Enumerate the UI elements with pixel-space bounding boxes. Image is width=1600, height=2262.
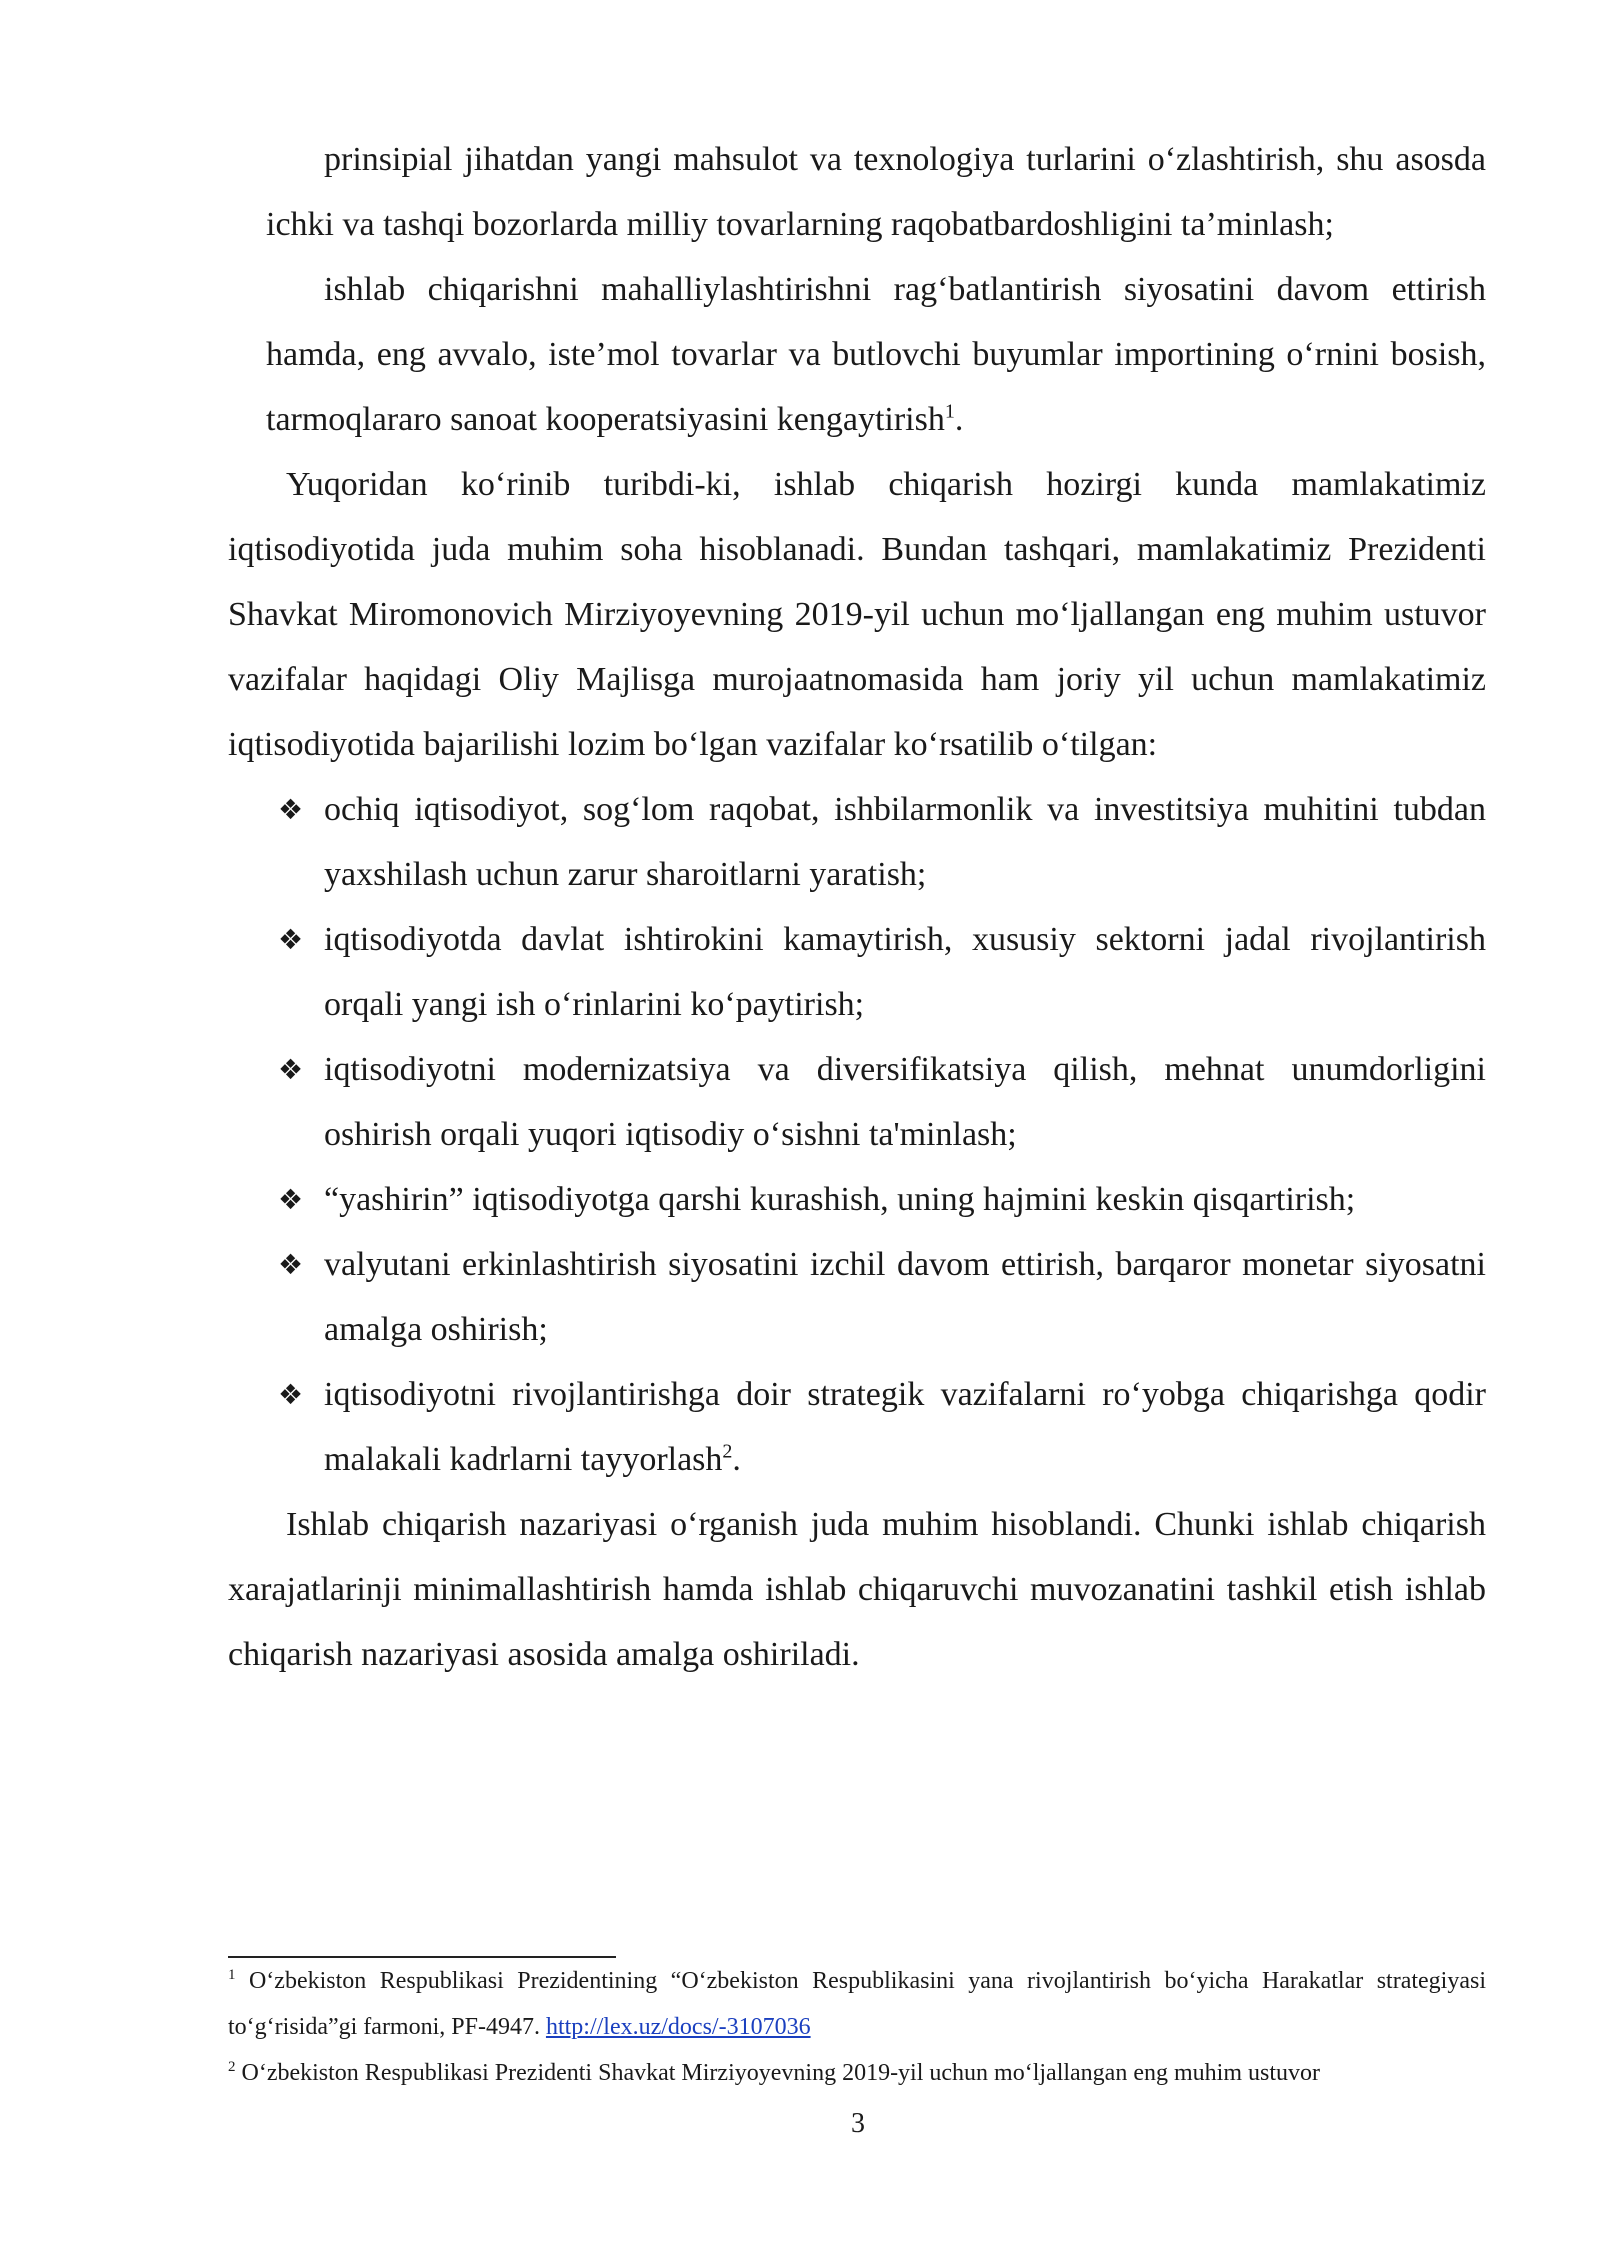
task-list (228, 777, 1486, 1492)
list-item (228, 1232, 1486, 1362)
footnote-ref-2[interactable]: 2 (722, 1440, 733, 1463)
list-item-text: iqtisodiyotda davlat ishtirokini kamaytirish, xususiy sektorni jadal rivojlantirish orqali yangi ish o‘rinlarini ko‘paytirish; (324, 921, 1486, 1023)
list-item (228, 1167, 1486, 1232)
list-item-end: . (732, 1441, 741, 1478)
body-text (228, 127, 1486, 1687)
footnote-number: 2 (228, 2059, 236, 2075)
paragraph-3: Yuqoridan ko‘rinib turibdi-ki, ishlab chiqarish hozirgi kunda mamlakatimiz iqtisodiyotida juda muhim soha hisoblanadi. Bundan tashqari, mamlakatimiz Prezidenti Shavkat Miromonovich Mirziyoyevning 2019-yil uchun mo‘ljallangan eng muhim ustuvor vazifalar haqidagi Oliy Majlisga murojaatnomasida ham joriy yil uchun mamlakatimiz iqtisodiyotida bajarilishi lozim bo‘lgan vazifalar ko‘rsatilib o‘tilgan: (228, 466, 1486, 763)
paragraph-2-text: ishlab chiqarishni mahalliylashtirishni rag‘batlantirish siyosatini davom ettirish hamda, eng avvalo, iste’mol tovarlar va butlovchi buyumlar importining o‘rnini bosish, tarmoqlararo sanoat kooperatsiyasini kengaytirish (266, 271, 1486, 438)
diamond-bullet-icon: ❖ (278, 1378, 304, 1411)
footnotes (228, 1958, 1486, 2096)
list-item-text: “yashirin” iqtisodiyotga qarshi kurashish, uning hajmini keskin qisqartirish; (324, 1181, 1356, 1218)
list-item (228, 777, 1486, 907)
footnote-text: O‘zbekiston Respublikasi Prezidenti Shavkat Mirziyoyevning 2019-yil uchun mo‘ljallangan eng muhim ustuvor (235, 2060, 1320, 2086)
list-item (228, 1037, 1486, 1167)
list-item-text: ochiq iqtisodiyot, sog‘lom raqobat, ishbilarmonlik va investitsiya muhitini tubdan yaxshilash uchun zarur sharoitlarni yaratish; (324, 791, 1486, 893)
paragraph-1: prinsipial jihatdan yangi mahsulot va texnologiya turlarini o‘zlashtirish, shu asosda ichki va tashqi bozorlarda milliy tovarlarning raqobatbardoshligini ta’minlash; (266, 141, 1486, 243)
diamond-bullet-icon: ❖ (278, 1248, 304, 1281)
list-item (228, 907, 1486, 1037)
page-number: 3 (851, 2108, 865, 2139)
list-item-text: valyutani erkinlashtirish siyosatini izchil davom ettirish, barqaror monetar siyosatni amalga oshirish; (324, 1246, 1486, 1348)
list-item-text: iqtisodiyotni modernizatsiya va diversifikatsiya qilish, mehnat unumdorligini oshirish orqali yuqori iqtisodiy o‘sishni ta'minlash; (324, 1051, 1486, 1153)
footnote-2 (228, 2050, 1486, 2096)
diamond-bullet-icon: ❖ (278, 923, 304, 956)
footnote-text: O‘zbekiston Respublikasi Prezidentining “O‘zbekiston Respublikasini yana rivojlantirish bo‘yicha Harakatlar strategiyasi to‘g‘risida”gi farmoni, PF-4947. (228, 1968, 1486, 2040)
list-item-text: iqtisodiyotni rivojlantirishga doir strategik vazifalarni ro‘yobga chiqarishga qodir malakali kadrlarni tayyorlash (324, 1376, 1486, 1478)
paragraph-2-end: . (954, 401, 964, 438)
paragraph-4: Ishlab chiqarish nazariyasi o‘rganish juda muhim hisoblandi. Chunki ishlab chiqarish xarajatlarinji minimallashtirish hamda ishlab chiqaruvchi muvozanatini tashkil etish ishlab chiqarish nazariyasi asosida amalga oshiriladi. (228, 1506, 1486, 1673)
footnote-number: 1 (228, 1967, 236, 1983)
list-item (228, 1362, 1486, 1492)
paragraph-2 (266, 257, 1486, 452)
diamond-bullet-icon: ❖ (278, 793, 304, 826)
footnote-ref-1[interactable]: 1 (944, 400, 955, 423)
diamond-bullet-icon: ❖ (278, 1183, 304, 1216)
diamond-bullet-icon: ❖ (278, 1053, 304, 1086)
footnote-link[interactable]: http://lex.uz/docs/-3107036 (545, 2014, 811, 2040)
footnote-1 (228, 1958, 1486, 2050)
